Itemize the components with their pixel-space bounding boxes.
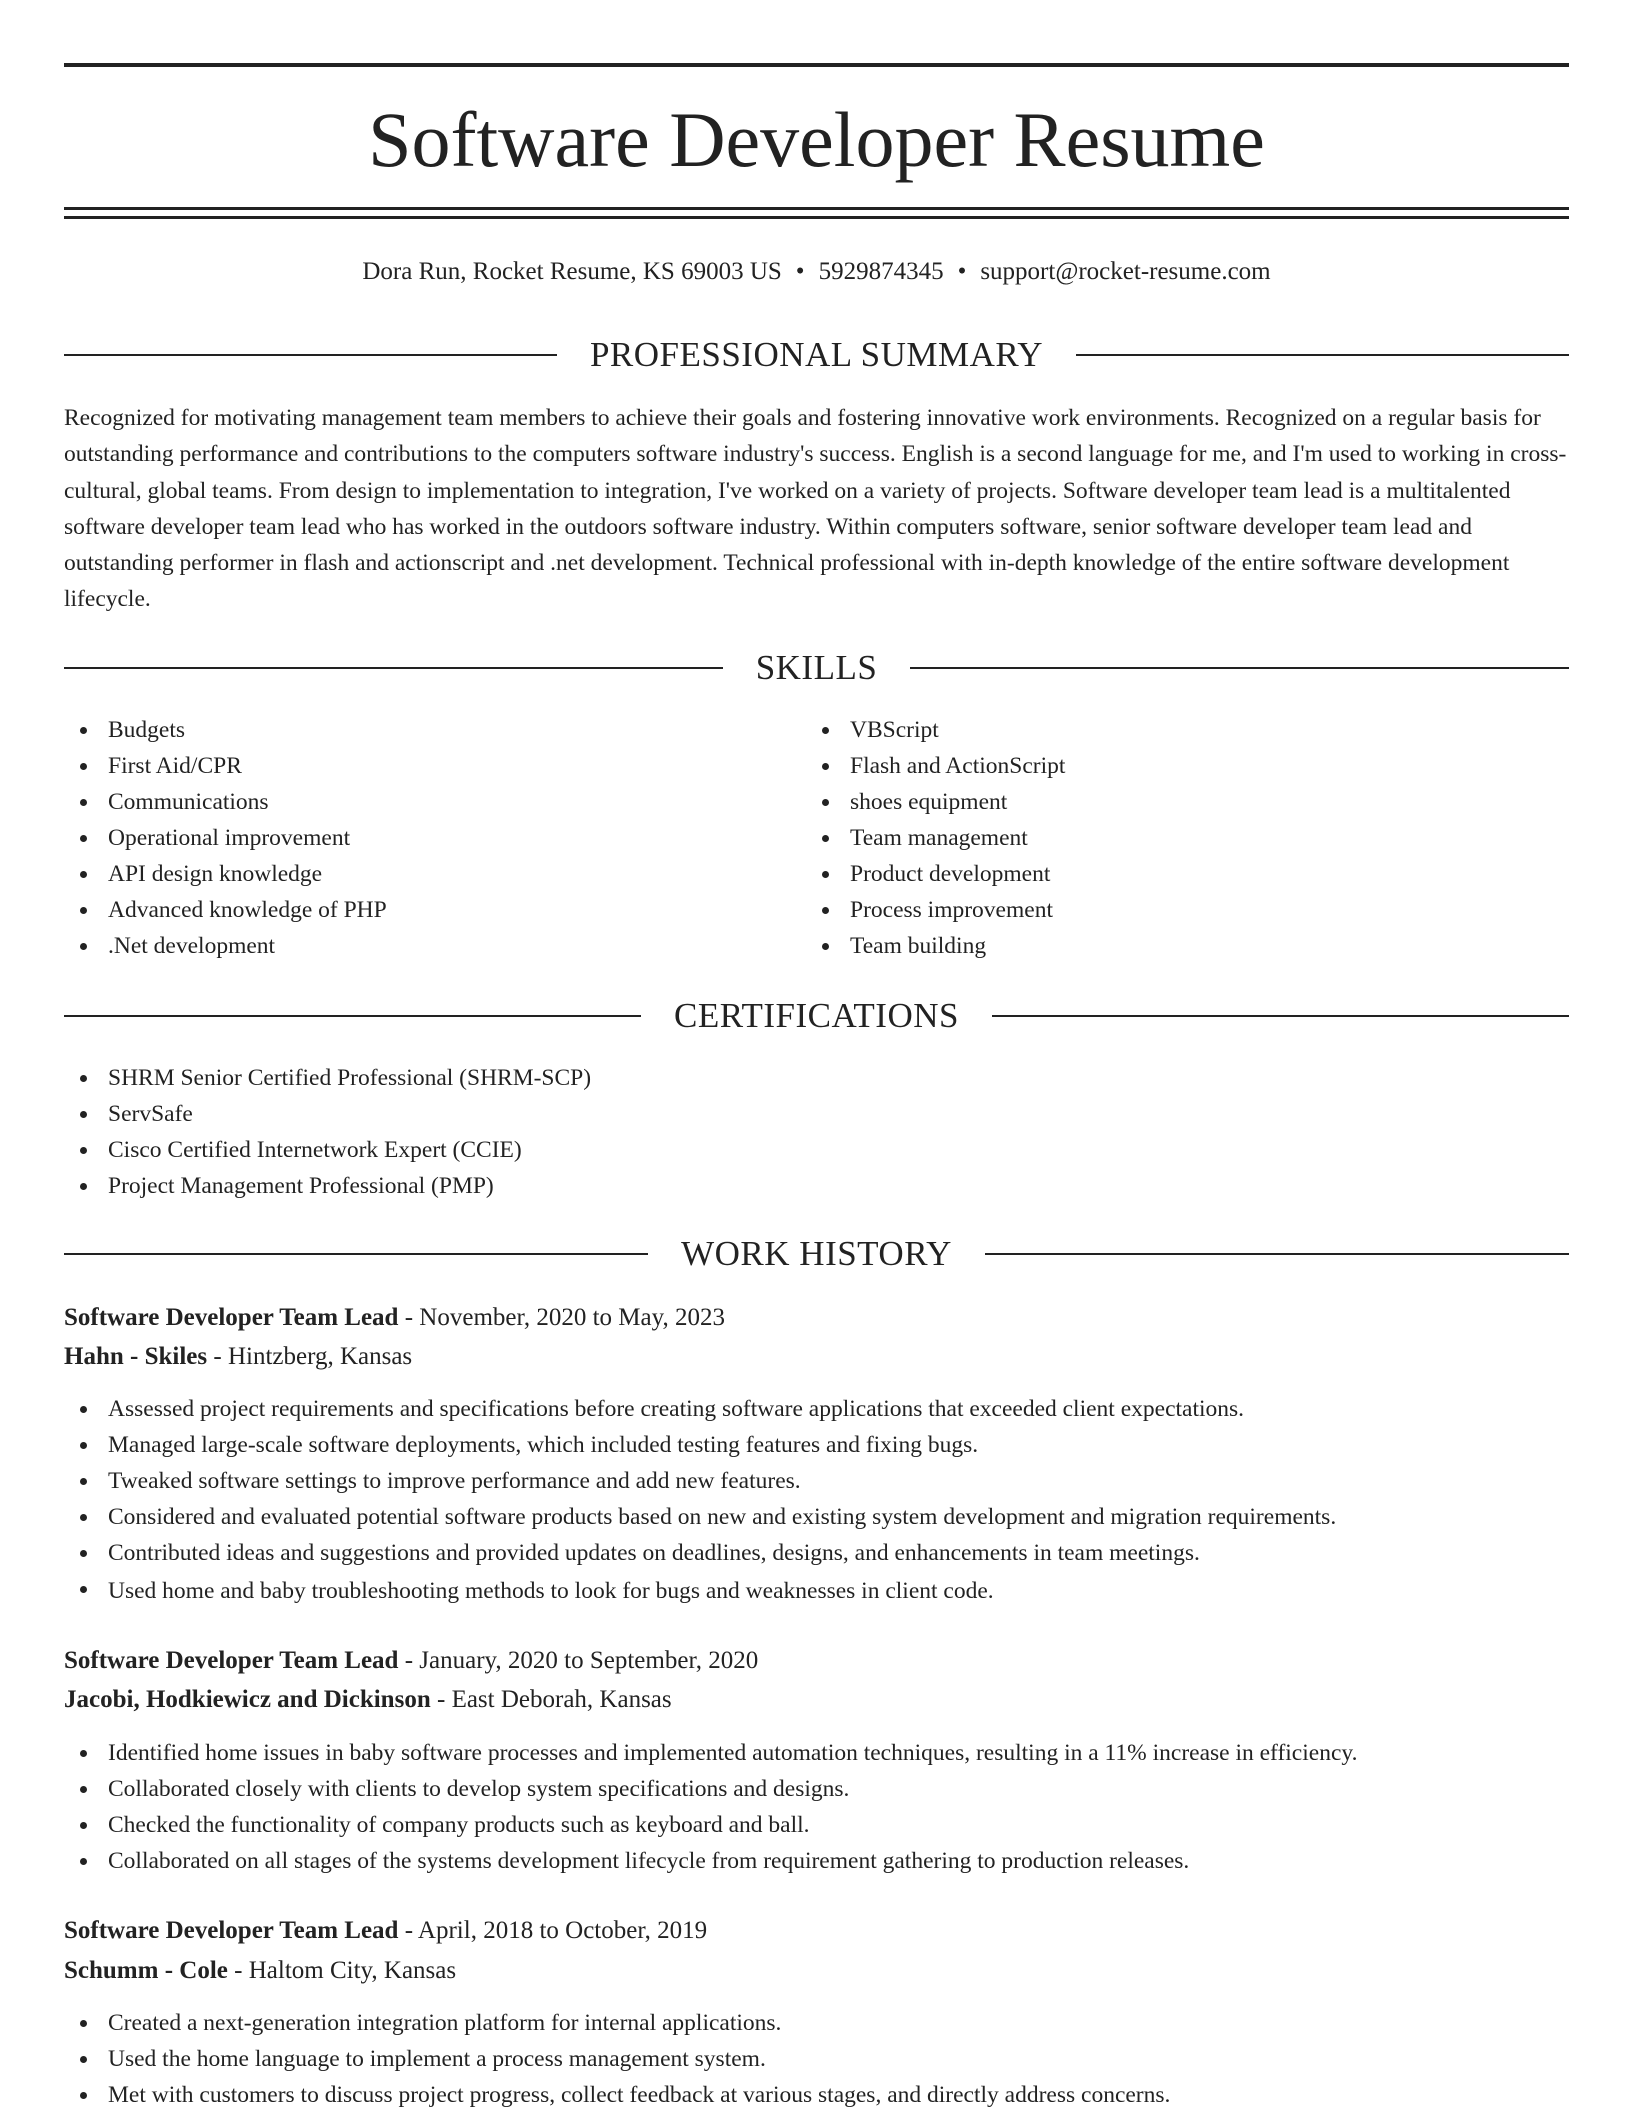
- skills-list-right: [806, 712, 1065, 964]
- job-dates: April, 2018 to October, 2019: [417, 1917, 708, 1944]
- job-company-line: Hahn - Skiles - Hintzberg, Kansas: [64, 1343, 413, 1370]
- job-bullet: Checked the functionality of company products such as keyboard and ball.: [64, 1807, 1357, 1843]
- section-heading-summary: [64, 332, 1569, 378]
- contact-email: support@rocket-resume.com: [980, 258, 1271, 285]
- job-title: Software Developer Team Lead: [64, 1647, 399, 1674]
- job-bullets: [64, 1735, 1357, 1879]
- job-title-line: Software Developer Team Lead - November, 2020 to May, 2023: [64, 1304, 725, 1331]
- skill-item: Communications: [64, 784, 387, 820]
- job-location: Hintzberg, Kansas: [227, 1343, 413, 1370]
- job-bullet: Managed large-scale software deployments, which included testing features and fixing bugs.: [64, 1427, 1336, 1463]
- job-bullet: Identified home issues in baby software processes and implemented automation techniques, resulting in a 11% increase in efficiency.: [64, 1735, 1357, 1771]
- heading-rule-right: [992, 1015, 1569, 1017]
- job-bullet: Assessed project requirements and specifications before creating software applications that exceeded client expectations.: [64, 1391, 1336, 1427]
- skills-list-left: [64, 712, 387, 964]
- certification-item: SHRM Senior Certified Professional (SHRM-SCP): [64, 1060, 591, 1096]
- skill-item: .Net development: [64, 928, 387, 964]
- job-company-line: Jacobi, Hodkiewicz and Dickinson - East Deborah, Kansas: [64, 1686, 672, 1713]
- title-top-rule: [64, 63, 1569, 67]
- job-company-line: Schumm - Cole - Haltom City, Kansas: [64, 1957, 457, 1984]
- skill-item: First Aid/CPR: [64, 748, 387, 784]
- skill-item: Team management: [806, 820, 1065, 856]
- skill-item: Team building: [806, 928, 1065, 964]
- heading-rule-left: [64, 1015, 641, 1017]
- job-bullets: [64, 2005, 1170, 2113]
- section-title-work-history: WORK HISTORY: [681, 1234, 952, 1273]
- certifications-list: [64, 1060, 591, 1204]
- contact-line: [64, 252, 1569, 292]
- job-title-line: Software Developer Team Lead - January, 2020 to September, 2020: [64, 1647, 759, 1674]
- certification-item: Project Management Professional (PMP): [64, 1168, 591, 1204]
- job-bullet: Used the home language to implement a process management system.: [64, 2041, 1170, 2077]
- title-bottom-rule: [64, 207, 1569, 210]
- skill-item: API design knowledge: [64, 856, 387, 892]
- certification-item: Cisco Certified Internetwork Expert (CCIE): [64, 1132, 591, 1168]
- job-bullet: Considered and evaluated potential software products based on new and existing system development and migration requirements.: [64, 1499, 1336, 1535]
- section-title-skills: SKILLS: [755, 648, 878, 687]
- skill-item: Operational improvement: [64, 820, 387, 856]
- skill-item: VBScript: [806, 712, 1065, 748]
- job-bullet: Collaborated closely with clients to develop system specifications and designs.: [64, 1771, 1357, 1807]
- skill-item: shoes equipment: [806, 784, 1065, 820]
- job-title: Software Developer Team Lead: [64, 1917, 399, 1944]
- job-bullet: Created a next-generation integration platform for internal applications.: [64, 2005, 1170, 2041]
- job-bullets: [64, 1391, 1336, 1609]
- job-company: Schumm - Cole: [64, 1957, 228, 1984]
- job-company: Jacobi, Hodkiewicz and Dickinson: [64, 1686, 431, 1713]
- contact-address: Dora Run, Rocket Resume, KS 69003 US: [362, 258, 782, 285]
- section-heading-certifications: [64, 993, 1569, 1039]
- job-dates: November, 2020 to May, 2023: [419, 1304, 725, 1331]
- contact-separator: •: [795, 258, 805, 285]
- skill-item: Flash and ActionScript: [806, 748, 1065, 784]
- contact-phone: 5929874345: [818, 258, 944, 285]
- heading-rule-right: [985, 1253, 1569, 1255]
- skill-item: Process improvement: [806, 892, 1065, 928]
- contact-separator: •: [957, 258, 967, 285]
- job-location: Haltom City, Kansas: [248, 1957, 457, 1984]
- heading-rule-right: [1076, 354, 1569, 356]
- skill-item: Product development: [806, 856, 1065, 892]
- job-location: East Deborah, Kansas: [451, 1686, 672, 1713]
- section-heading-work-history: [64, 1231, 1569, 1277]
- job-bullet: Contributed ideas and suggestions and provided updates on deadlines, designs, and enhancements in team meetings.: [64, 1535, 1336, 1571]
- job-bullet: Used home and baby troubleshooting methods to look for bugs and weaknesses in client code.: [64, 1571, 1336, 1609]
- skill-item: Advanced knowledge of PHP: [64, 892, 387, 928]
- heading-rule-left: [64, 667, 723, 669]
- title-bottom-rule-second: [64, 216, 1569, 219]
- job-bullet: Collaborated on all stages of the systems development lifecycle from requirement gathering to production releases.: [64, 1843, 1357, 1879]
- summary-text: Recognized for motivating management team members to achieve their goals and fostering innovative work environments. Recognized on a regular basis for outstanding performance and contributions to the computers software industry's success. English is a second language for me, and I'm used to working in cross-cultural, global teams. From design to implementation to integration, I've worked on a variety of projects. Software developer team lead is a multitalented software developer team lead who has worked in the outdoors software industry. Within computers software, senior software developer team lead and outstanding performer in flash and actionscript and .net development. Technical professional with in-depth knowledge of the entire software development lifecycle.: [64, 405, 1567, 613]
- document-title: Software Developer Resume: [368, 96, 1265, 183]
- section-heading-skills: [64, 645, 1569, 691]
- certification-item: ServSafe: [64, 1096, 591, 1132]
- section-title-certifications: CERTIFICATIONS: [674, 996, 959, 1035]
- heading-rule-right: [910, 667, 1569, 669]
- job-title: Software Developer Team Lead: [64, 1304, 399, 1331]
- heading-rule-left: [64, 1253, 648, 1255]
- job-bullet: Tweaked software settings to improve performance and add new features.: [64, 1463, 1336, 1499]
- section-title-summary: PROFESSIONAL SUMMARY: [589, 335, 1044, 374]
- heading-rule-left: [64, 354, 557, 356]
- skill-item: Budgets: [64, 712, 387, 748]
- job-bullet: Met with customers to discuss project progress, collect feedback at various stages, and directly address concerns.: [64, 2077, 1170, 2113]
- job-title-line: Software Developer Team Lead - April, 2018 to October, 2019: [64, 1917, 708, 1944]
- job-dates: January, 2020 to September, 2020: [419, 1647, 759, 1674]
- job-company: Hahn - Skiles: [64, 1343, 208, 1370]
